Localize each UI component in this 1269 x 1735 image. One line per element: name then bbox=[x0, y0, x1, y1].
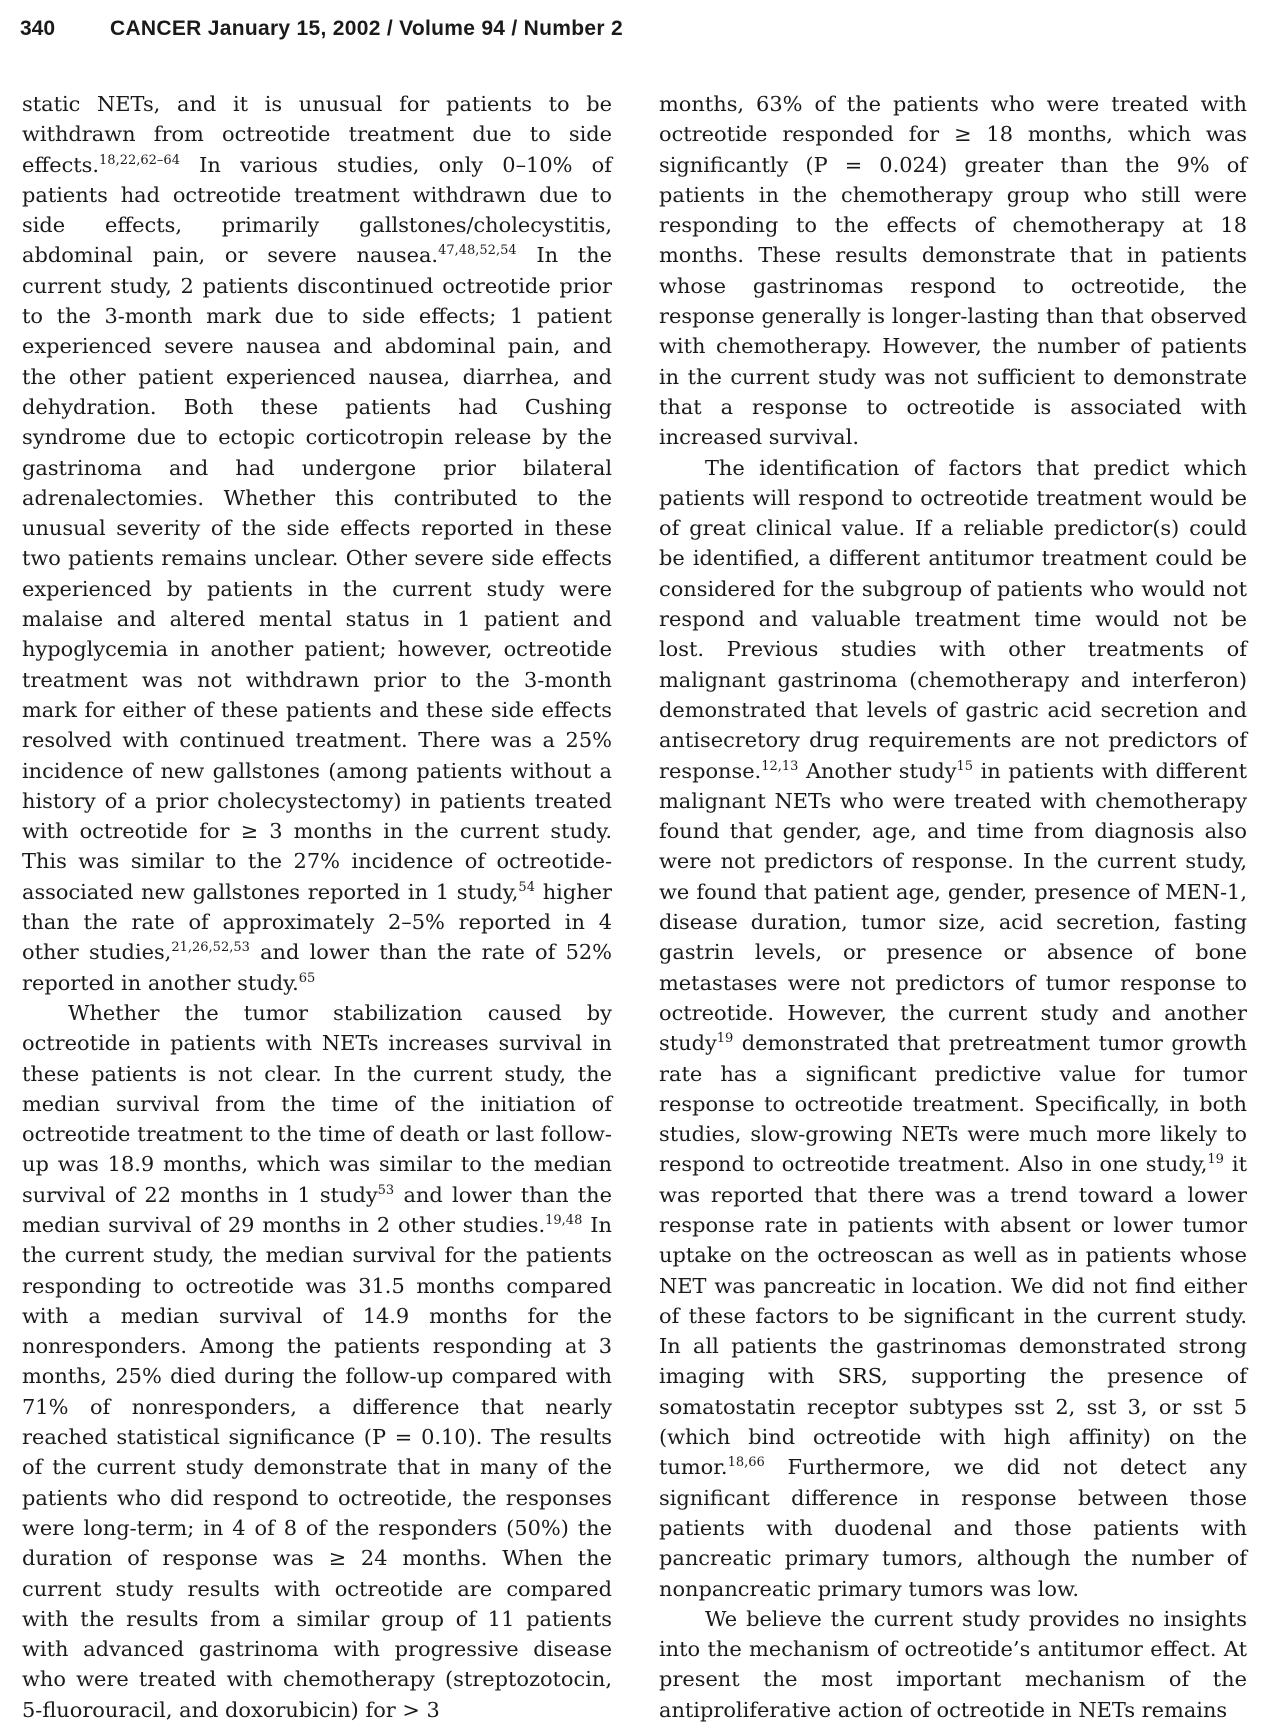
citation: 19 bbox=[716, 1031, 734, 1047]
page-number: 340 bbox=[20, 17, 56, 40]
citation: 65 bbox=[298, 970, 316, 986]
journal-citation: CANCER January 15, 2002 / Volume 94 / Number 2 bbox=[110, 17, 623, 40]
running-header bbox=[20, 14, 623, 44]
paragraph: The identification of factors that predict which patients will respond to octreotide treatment would be of great clinical value. If a reliable predictor(s) could be identified, a different antitumor treatment could be considered for the subgroup of patients who would not respond and valuable treatment time would not be lost. Previous studies with other treatments of malignant gastrinoma (chemotherapy and interferon) demonstrated that levels of gastric acid secretion and antisecretory drug requirements are not predictors of response.$^{12,13}$ Another study$^{15}$ in patients with different malignant NETs who were treated with chemotherapy found that gender, age, and time from diagnosis also were not predictors of response. In the current study, we found that patient age, gender, presence of MEN-1, disease duration, tumor size, acid secretion, fasting gastrin levels, or presence or absence of bone metastases were not predictors of tumor response to octreotide. However, the current study and another study$^{19}$ demonstrated that pretreatment tumor growth rate has a significant predictive value for tumor response to octreotide treatment. Specifically, in both studies, slow-growing NETs were much more likely to respond to octreotide treatment. Also in one study,$^{19}$ it was reported that there was a trend toward a lower response rate in patients with absent or lower tumor uptake on the octreoscan as well as in patients whose NET was pancreatic in location. We did not find either of these factors to be significant in the current study. In all patients the gastrinomas demonstrated strong imaging with SRS, supporting the presence of somatostatin receptor subtypes sst 2, sst 3, or sst 5 (which bind octreotide with high affinity) on the tumor.$^{18,66}$ Furthermore, we did not detect any significant difference in response between those patients with duodenal and those patients with pancreatic primary tumors, although the number of nonpancreatic primary tumors was low. bbox=[659, 455, 1248, 1601]
citation: 19,48 bbox=[545, 1213, 583, 1229]
citation: 47,48,52,54 bbox=[438, 243, 517, 259]
left-column bbox=[22, 89, 612, 1725]
citation: 18,22,62–64 bbox=[99, 152, 180, 168]
paragraph: static NETs, and it is unusual for patients to be withdrawn from octreotide treatment due to side effects.$^{18,22,62-64}$ In various studies, only 0–10% of patients had octreotide treatment withdrawn due to side effects, primarily gallstones/cholecystitis, abdominal pain, or severe nausea.$^{47,48,52,54}$ In the current study, 2 patients discontinued octreotide prior to the 3-month mark due to side effects; 1 patient experienced severe nausea and abdominal pain, and the other patient experienced nausea, diarrhea, and dehydration. Both these patients had Cushing syndrome due to ectopic corticotropin release by the gastrinoma and had undergone prior bilateral adrenalectomies. Whether this contributed to the unusual severity of the side effects reported in these two patients remains unclear. Other severe side effects experienced by patients in the current study were malaise and altered mental status in 1 patient and hypoglycemia in another patient; however, octreotide treatment was not withdrawn prior to the 3-month mark for either of these patients and these side effects resolved with continued treatment. There was a 25% incidence of new gallstones (among patients without a history of a prior cholecystectomy) in patients treated with octreotide for ≥ 3 months in the current study. This was similar to the 27% incidence of octreotide-associated new gallstones reported in 1 study,$^{54}$ higher than the rate of approximately 2–5% reported in 4 other studies,$^{21,26,52,53}$ and lower than the rate of 52% reported in another study.$^{65}$ bbox=[22, 92, 613, 995]
right-column bbox=[659, 89, 1247, 1725]
citation: 18,66 bbox=[727, 1455, 765, 1471]
citation: 21,26,52,53 bbox=[171, 940, 250, 956]
paragraph: We believe the current study provides no insights into the mechanism of octreotide’s antitumor effect. At present the most important mechanism of the antiproliferative action of octreotide in NETs remains bbox=[659, 1606, 1247, 1722]
citation: 19 bbox=[1207, 1152, 1224, 1168]
paragraph: months, 63% of the patients who were treated with octreotide responded for ≥ 18 months, which was significantly (P = 0.024) greater than the 9% of patients in the chemotherapy group who still were responding to the effects of chemotherapy at 18 months. These results demonstrate that in patients whose gastrinomas respond to octreotide, the response generally is longer-lasting than that observed with chemotherapy. However, the number of patients in the current study was not sufficient to demonstrate that a response to octreotide is associated with increased survival. bbox=[659, 92, 1247, 450]
citation: 54 bbox=[518, 879, 535, 895]
citation: 15 bbox=[956, 758, 974, 774]
citation: 53 bbox=[377, 1182, 395, 1198]
citation: 12,13 bbox=[761, 758, 799, 774]
paragraph: Whether the tumor stabilization caused by octreotide in patients with NETs increases survival in these patients is not clear. In the current study, the median survival from the time of the initiation of octreotide treatment to the time of death or last follow-up was 18.9 months, which was similar to the median survival of 22 months in 1 study$^{53}$ and lower than the median survival of 29 months in 2 other studies.$^{19,48}$ In the current study, the median survival for the patients responding to octreotide was 31.5 months compared with a median survival of 14.9 months for the nonresponders. Among the patients responding at 3 months, 25% died during the follow-up compared with 71% of nonresponders, a difference that nearly reached statistical significance (P = 0.10). The results of the current study demonstrate that in many of the patients who did respond to octreotide, the responses were long-term; in 4 of 8 of the responders (50%) the duration of response was ≥ 24 months. When the current study results with octreotide are compared with the results from a similar group of 11 patients with advanced gastrinoma with progressive disease who were treated with chemotherapy (streptozotocin, 5-fluorouracil, and doxorubicin) for > 3 bbox=[22, 1000, 613, 1722]
